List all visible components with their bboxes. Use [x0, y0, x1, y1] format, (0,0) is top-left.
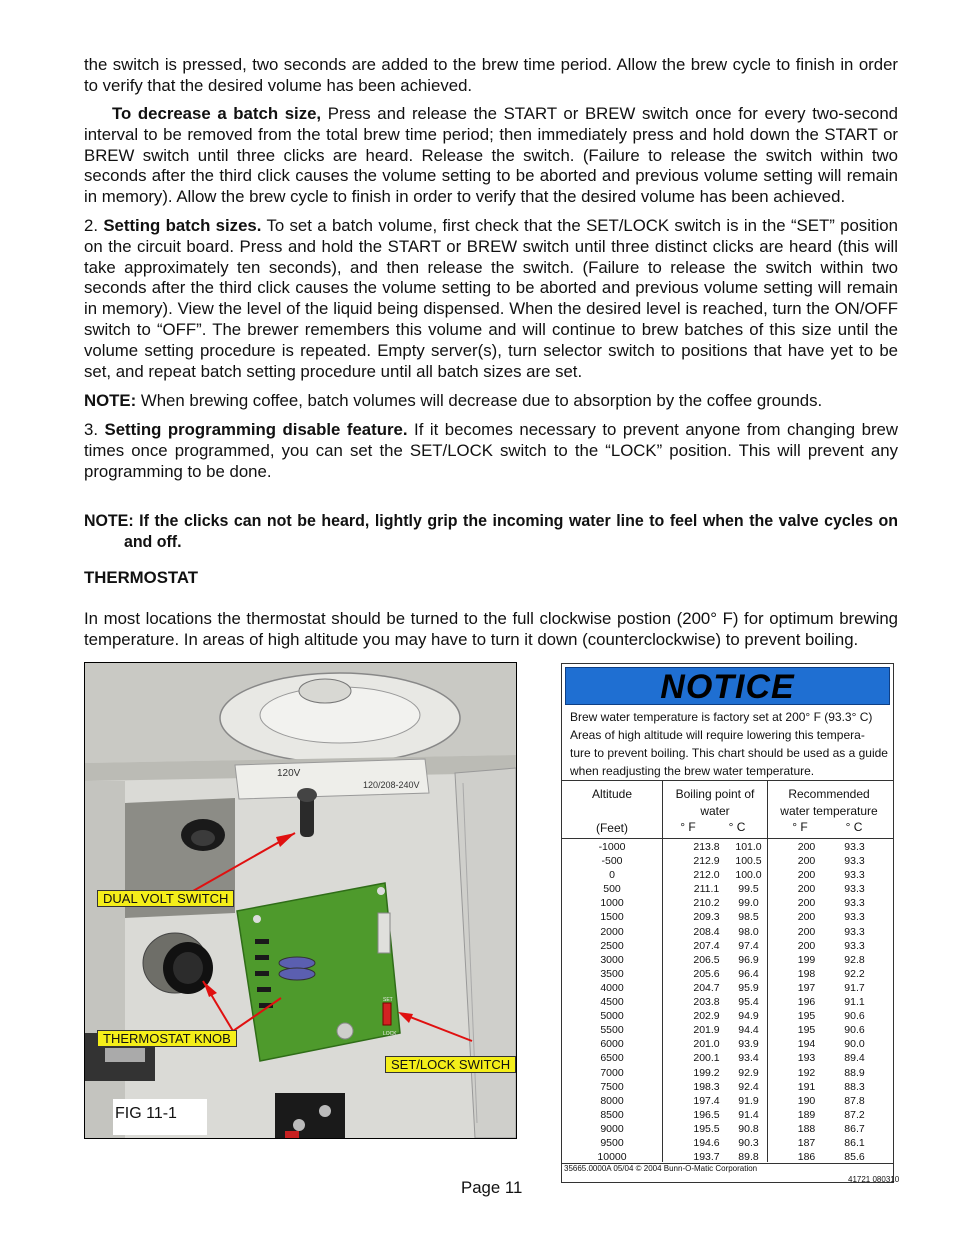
altitude-table — [562, 840, 893, 1164]
table-row — [562, 925, 893, 939]
cell-recommended-f: 200 — [797, 925, 816, 938]
cell-altitude: 5000 — [600, 1010, 624, 1023]
paragraph-heading: Setting batch sizes. — [103, 216, 262, 235]
cell-boiling-c: 98.5 — [738, 911, 759, 924]
unit-f: ° F — [792, 820, 808, 834]
cell-recommended-f: 194 — [797, 1038, 816, 1051]
table-row — [562, 967, 893, 981]
label-lock: LOCK — [383, 1031, 397, 1037]
cell-altitude: -500 — [601, 855, 623, 868]
paragraph-text: the switch is pressed, two seconds are added to the brew time period. Allow the brew cycle to finish in order to verify that the desired volume has been achieved. — [84, 55, 898, 95]
table-row — [562, 1108, 893, 1122]
note-text: NOTE: If the clicks can not be heard, lightly grip the incoming water line to feel when the valve cycles on and off. — [84, 511, 898, 551]
table-row — [562, 995, 893, 1009]
cell-altitude: 2500 — [600, 939, 624, 952]
col-feet: (Feet) — [595, 821, 628, 835]
cell-boiling-f: 212.0 — [693, 869, 720, 882]
paragraph-text: To set a batch volume, first check that the SET/LOCK switch is in the “SET” position on the circuit board. Press and hold the START or BREW switch until three distinct clicks are heard (this will take approximately ten seconds), and then release the switch. (Failure to release the switch within two seconds after the third click causes the volume setting to be aborted and previous volume setting will remain in memory). View the level of the liquid being dispensed. When the desired level is reached, turn the ON/OFF switch to “OFF”. The brewer remembers this volume and will continue to brew batches of this size until the volume setting procedure is repeated. Empty server(s), turn selector switch to positions that have yet to be set, and repeat batch setting procedure until all batch sizes are set. — [84, 216, 898, 381]
cell-recommended-f: 200 — [797, 911, 816, 924]
cell-altitude: 7500 — [600, 1080, 624, 1093]
cell-recommended-f: 199 — [797, 953, 816, 966]
cell-recommended-c: 90.0 — [844, 1038, 865, 1051]
cell-recommended-c: 89.4 — [844, 1052, 865, 1065]
cell-recommended-c: 93.3 — [844, 869, 865, 882]
cell-altitude: 3500 — [600, 967, 624, 980]
table-row — [562, 939, 893, 953]
col-altitude: Altitude — [591, 787, 633, 801]
page-number: Page 11 — [461, 1178, 523, 1197]
cell-boiling-c: 97.4 — [738, 939, 759, 952]
cell-recommended-f: 200 — [797, 897, 816, 910]
cell-boiling-f: 198.3 — [693, 1080, 720, 1093]
cell-altitude: 4500 — [600, 996, 624, 1009]
cell-recommended-c: 93.3 — [844, 883, 865, 896]
cell-boiling-f: 201.9 — [693, 1024, 720, 1037]
cell-altitude: 6500 — [600, 1052, 624, 1065]
cell-boiling-c: 98.0 — [738, 925, 759, 938]
cell-recommended-f: 200 — [797, 841, 816, 853]
cell-recommended-f: 200 — [797, 855, 816, 868]
cell-boiling-c: 90.3 — [738, 1136, 759, 1149]
cell-recommended-f: 198 — [797, 967, 816, 980]
paragraph-decrease-batch — [84, 104, 898, 208]
cell-boiling-f: 206.5 — [693, 953, 720, 966]
notice-title: NOTICE — [565, 667, 890, 705]
table-row — [562, 1136, 893, 1150]
cell-boiling-c: 93.9 — [738, 1038, 759, 1051]
cell-recommended-c: 90.6 — [844, 1024, 865, 1037]
label-120v: 120V — [277, 768, 301, 779]
table-row — [562, 1009, 893, 1023]
cell-recommended-c: 93.3 — [844, 841, 865, 853]
cell-recommended-f: 196 — [797, 996, 816, 1009]
cell-recommended-c: 88.9 — [844, 1066, 865, 1079]
cell-altitude: 2000 — [600, 925, 624, 938]
paragraph-note-volume — [84, 391, 898, 412]
notice-text: Brew water temperature is factory set at 200° F (93.3° C) Areas of high altitude will require lowering this tempera- ture to prevent boiling. This chart should be used as a guide when readjusting the brew water temperature. — [570, 710, 888, 778]
cell-recommended-f: 195 — [797, 1010, 816, 1023]
table-row — [562, 910, 893, 924]
cell-boiling-f: 205.6 — [693, 967, 720, 980]
table-row — [562, 882, 893, 896]
cell-recommended-c: 91.7 — [844, 981, 865, 994]
note-label: NOTE: — [84, 391, 137, 410]
cell-altitude: 5500 — [600, 1024, 624, 1037]
label-set: SET — [383, 997, 393, 1003]
col-recommended: Recommended water temperature — [780, 787, 878, 818]
cell-altitude: 0 — [609, 869, 615, 882]
cell-boiling-f: 213.8 — [693, 841, 720, 853]
cell-altitude: 3000 — [600, 953, 624, 966]
cell-boiling-f: 195.5 — [693, 1122, 720, 1135]
cell-boiling-c: 96.9 — [738, 953, 759, 966]
cell-recommended-c: 93.3 — [844, 925, 865, 938]
cell-recommended-c: 93.3 — [844, 939, 865, 952]
cell-altitude: 500 — [603, 883, 621, 896]
cell-boiling-f: 212.9 — [693, 855, 720, 868]
table-row — [562, 1122, 893, 1136]
cell-boiling-f: 202.9 — [693, 1010, 720, 1023]
cell-boiling-c: 95.9 — [738, 981, 759, 994]
paragraph-text: Press and release the START or BREW switch once for every two-second interval to be removed from the total brew time period; then immediately press and hold down the START or BREW switch until three clicks are heard. Release the switch. (Failure to release the switch within two seconds after the third click causes the volume setting to be aborted and previous volume setting will remain in memory). Allow the brew cycle to finish in order to verify that the desired volume has been achieved. — [84, 104, 899, 207]
cell-boiling-c: 99.5 — [738, 883, 759, 896]
cell-altitude: 10000 — [597, 1151, 627, 1164]
paragraph-thermostat — [84, 609, 898, 651]
cell-recommended-c: 87.2 — [844, 1108, 865, 1121]
paragraph-heading: To decrease a batch size, — [112, 104, 322, 123]
cell-altitude: 8000 — [600, 1094, 624, 1107]
cell-boiling-c: 100.5 — [735, 855, 762, 868]
cell-altitude: 4000 — [600, 981, 624, 994]
cell-boiling-c: 92.4 — [738, 1080, 759, 1093]
cell-recommended-c: 91.1 — [844, 996, 865, 1009]
paragraph-disable-feature — [84, 420, 898, 482]
cell-boiling-f: 194.6 — [693, 1136, 720, 1149]
table-row — [562, 1037, 893, 1051]
table-row — [562, 953, 893, 967]
note-clicks — [84, 511, 898, 553]
cell-boiling-f: 203.8 — [693, 996, 720, 1009]
paragraph-text: In most locations the thermostat should be turned to the full clockwise postion (200° F) for optimum brewing temperature. In areas of high altitude you may have to turn it down (counterclockwise) to prevent boiling. — [84, 609, 898, 649]
table-row — [562, 868, 893, 882]
cell-recommended-c: 90.6 — [844, 1010, 865, 1023]
cell-recommended-c: 92.8 — [844, 953, 865, 966]
list-number: 3. — [84, 420, 105, 439]
cell-altitude: 1000 — [600, 897, 624, 910]
cell-boiling-f: 211.1 — [693, 883, 720, 896]
cell-boiling-f: 201.0 — [693, 1038, 720, 1051]
cell-boiling-f: 193.7 — [693, 1151, 720, 1164]
cell-recommended-f: 190 — [797, 1094, 816, 1107]
cell-recommended-f: 197 — [797, 981, 816, 994]
callout-dual-volt-switch: DUAL VOLT SWITCH — [97, 890, 234, 907]
table-row — [562, 1051, 893, 1065]
cell-boiling-c: 89.8 — [738, 1151, 759, 1164]
document-number: 41721 080310 — [848, 1175, 900, 1184]
cell-recommended-f: 186 — [797, 1151, 816, 1164]
paragraph-heading: Setting programming disable feature. — [104, 420, 408, 439]
unit-c: ° C — [845, 820, 863, 834]
table-row — [562, 896, 893, 910]
cell-recommended-f: 195 — [797, 1024, 816, 1037]
paragraph-text: If it becomes necessary to prevent anyone from changing brew times once programmed, you can set the SET/LOCK switch to the “LOCK” position. This will prevent any programming to be done. — [84, 420, 898, 481]
cell-recommended-f: 193 — [797, 1052, 816, 1065]
figure-caption: FIG 11-1 — [115, 1105, 177, 1122]
paragraph-brew-time — [84, 55, 898, 97]
cell-recommended-f: 187 — [797, 1136, 816, 1149]
cell-boiling-c: 93.4 — [738, 1052, 759, 1065]
unit-f: ° F — [680, 820, 696, 834]
figure-thermostat-board — [84, 662, 517, 1139]
cell-boiling-f: 199.2 — [693, 1066, 720, 1079]
cell-boiling-c: 91.9 — [738, 1094, 759, 1107]
cell-boiling-f: 210.2 — [693, 897, 720, 910]
cell-boiling-f: 208.4 — [693, 925, 720, 938]
cell-boiling-f: 200.1 — [693, 1052, 720, 1065]
cell-boiling-f: 209.3 — [693, 911, 720, 924]
cell-recommended-c: 87.8 — [844, 1094, 865, 1107]
cell-boiling-c: 94.4 — [738, 1024, 759, 1037]
cell-recommended-c: 86.1 — [844, 1136, 865, 1149]
table-row — [562, 840, 893, 854]
cell-boiling-c: 92.9 — [738, 1066, 759, 1079]
list-number: 2. — [84, 216, 104, 235]
callout-thermostat-knob: THERMOSTAT KNOB — [97, 1030, 237, 1047]
cell-boiling-f: 197.4 — [693, 1094, 720, 1107]
table-row — [562, 1094, 893, 1108]
figure-caption-box — [113, 1099, 207, 1135]
cell-recommended-c: 88.3 — [844, 1080, 865, 1093]
table-row — [562, 854, 893, 868]
unit-c: ° C — [728, 820, 746, 834]
cell-recommended-c: 85.6 — [844, 1151, 865, 1164]
divider — [562, 780, 893, 781]
col-boiling-point: Boiling point of water — [675, 787, 755, 818]
cell-boiling-f: 207.4 — [693, 939, 720, 952]
section-heading: THERMOSTAT — [84, 568, 199, 587]
cell-altitude: 8500 — [600, 1108, 624, 1121]
paragraph-setting-batch-sizes — [84, 216, 898, 382]
divider — [562, 838, 893, 839]
cell-recommended-f: 189 — [797, 1108, 816, 1121]
cell-boiling-c: 90.8 — [738, 1122, 759, 1135]
cell-altitude: 9500 — [600, 1136, 624, 1149]
cell-recommended-f: 200 — [797, 869, 816, 882]
cell-recommended-f: 191 — [797, 1080, 816, 1093]
cell-altitude: -1000 — [598, 841, 626, 853]
cell-boiling-c: 95.4 — [738, 996, 759, 1009]
callout-set-lock-switch: SET/LOCK SWITCH — [385, 1056, 516, 1073]
cell-recommended-f: 200 — [797, 939, 816, 952]
cell-recommended-c: 93.3 — [844, 911, 865, 924]
cell-altitude: 7000 — [600, 1066, 624, 1079]
cell-recommended-f: 188 — [797, 1122, 816, 1135]
cell-recommended-c: 86.7 — [844, 1122, 865, 1135]
cell-recommended-f: 200 — [797, 883, 816, 896]
cell-altitude: 9000 — [600, 1122, 624, 1135]
cell-recommended-c: 93.3 — [844, 897, 865, 910]
table-row — [562, 1023, 893, 1037]
cell-recommended-c: 92.2 — [844, 967, 865, 980]
cell-boiling-c: 100.0 — [735, 869, 762, 882]
table-row — [562, 1080, 893, 1094]
cell-boiling-c: 94.9 — [738, 1010, 759, 1023]
cell-boiling-c: 91.4 — [738, 1108, 759, 1121]
cell-boiling-c: 99.0 — [738, 897, 759, 910]
notice-footer: 35665.0000A 05/04 © 2004 Bunn-O-Matic Corporation — [564, 1164, 758, 1173]
heading-thermostat — [84, 568, 898, 589]
cell-recommended-f: 192 — [797, 1066, 816, 1079]
cell-altitude: 1500 — [600, 911, 624, 924]
cell-boiling-c: 96.4 — [738, 967, 759, 980]
cell-boiling-c: 101.0 — [735, 841, 762, 853]
table-row — [562, 1066, 893, 1080]
cell-recommended-c: 93.3 — [844, 855, 865, 868]
cell-boiling-f: 204.7 — [693, 981, 720, 994]
cell-boiling-f: 196.5 — [693, 1108, 720, 1121]
table-row — [562, 981, 893, 995]
notice-box — [561, 663, 894, 1183]
label-240v: 120/208-240V — [363, 780, 420, 790]
cell-altitude: 6000 — [600, 1038, 624, 1051]
paragraph-text: When brewing coffee, batch volumes will decrease due to absorption by the coffee grounds. — [136, 391, 823, 410]
